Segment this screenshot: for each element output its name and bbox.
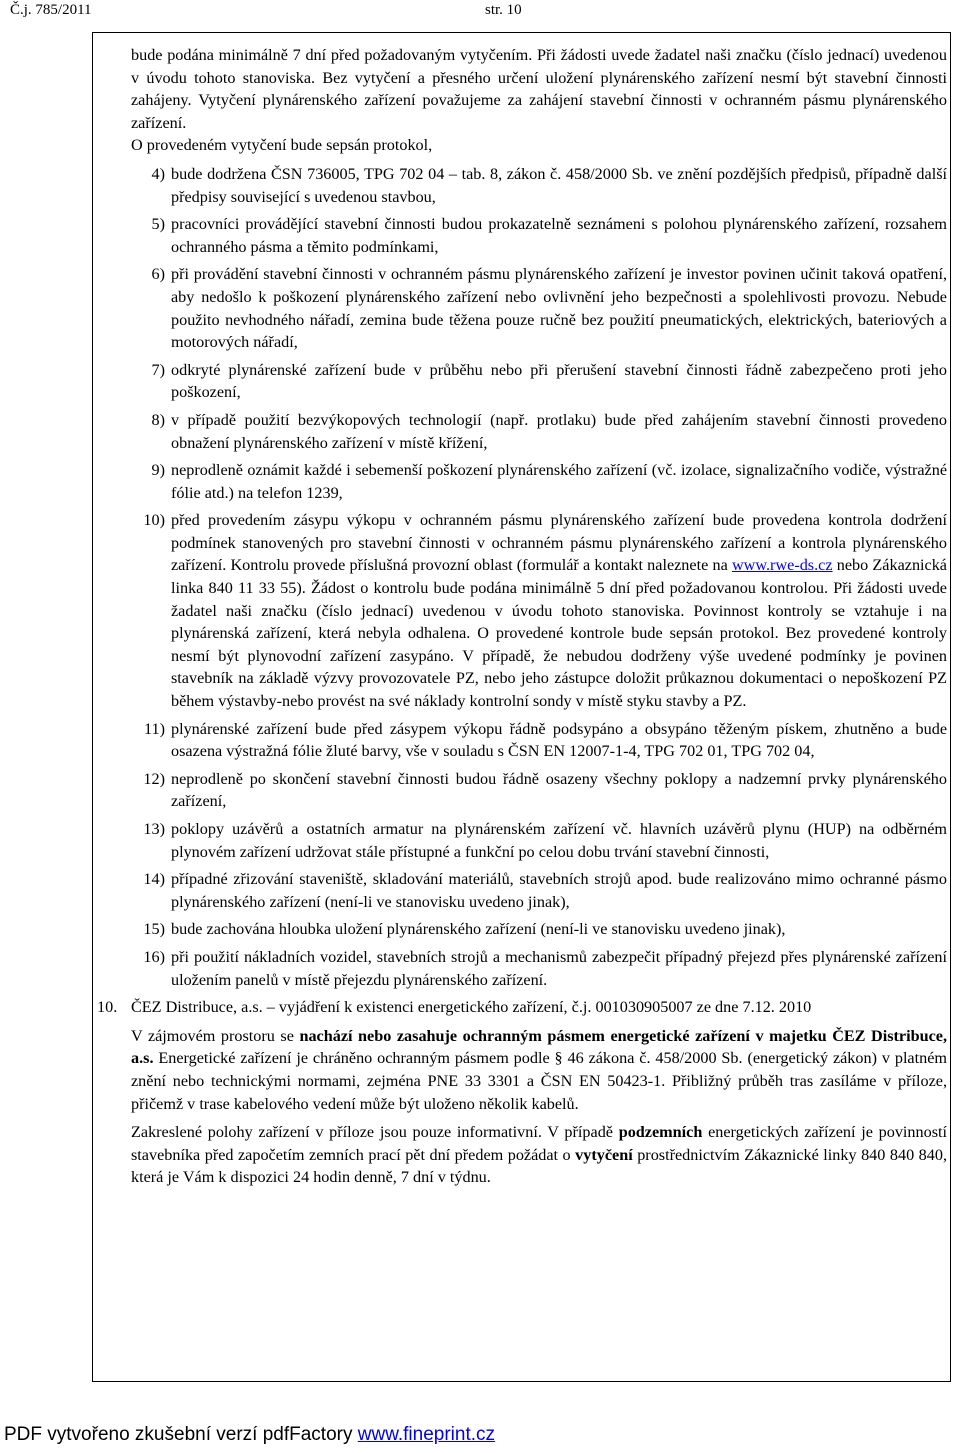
document-body xyxy=(97,44,947,1189)
intro-protocol-line: O provedeném vytyčení bude sepsán protokol, xyxy=(131,136,433,155)
list-item: 9) neprodleně oznámit každé i sebemenší poškození plynárenského zařízení (vč. izolace, signalizačního vodiče, výstražné fólie atd.) na telefon 1239, xyxy=(151,461,947,502)
page-number: str. 10 xyxy=(485,2,522,18)
list-item: 10) před provedením zásypu výkopu v ochranném pásmu plynárenského zařízení bude provedena kontrola dodržení podmínek stanovených pro stavební činnosti v ochranném pásmu plynárenského zařízení a kontrola plynárenského zařízení. Kontrolu provede příslušná provozní oblast (formulář a kontakt naleznete na www.rwe-ds.cz nebo Zákaznická linka 840 11 33 55). Žádost o kontrolu bude podána minimálně 5 dní před požadovanou kontrolou. Při žádosti uvede žadatel naši značku (číslo jednací) uvedenou v úvodu tohoto stanoviska. Povinnost kontroly se vztahuje i na plynárenská zařízení, která nebyla odhalena. O provedené kontrole bude sepsán protokol. Bez provedené kontroly nesmí být plynovodní zařízení zasypáno. V případě, že nebudou dodrženy výše uvedené podmínky je povinen stavebník na základě výzvy provozovatele PZ, nebo jeho zástupce doložit průkaznou dokumentaci o nepoškození PZ během výstavby-nebo provést na své náklady kontrolní sondy v místě styku stavby a PZ. xyxy=(143,511,947,711)
list-item: 16) při použití nákladních vozidel, stavebních strojů a mechanismů zabezpečit případný přejezd přes plynárenské zařízení uložením panelů v místě přejezdu plynárenského zařízení. xyxy=(143,947,947,989)
section-number: 10. xyxy=(97,998,118,1017)
intro-paragraph: bude podána minimálně 7 dní před požadovaným vytyčením. Při žádosti uvede žadatel naši značku (číslo jednací) uvedenou v úvodu tohoto stanoviska. Bez vytyčení a přesného určení uložení plynárenského zařízení nesmí být stavební činnosti zahájeny. Vytyčení plynárenského zařízení považujeme za zahájení stavební činnosti v ochranném pásmu plynárenského zařízení. xyxy=(131,46,947,132)
document-reference: Č.j. 785/2011 xyxy=(10,2,92,18)
list-item: 5) pracovníci provádějící stavební činnosti budou prokazatelně seznámeni s polohou plynárenského zařízení, rozsahem ochranného pásma a těmito podmínkami, xyxy=(151,215,947,256)
list-item: 7) odkryté plynárenské zařízení bude v průběhu nebo při přerušení stavební činnosti řádně zabezpečeno proti jeho poškození, xyxy=(151,360,947,402)
conditions-list xyxy=(131,163,947,991)
section-cez xyxy=(97,996,947,1189)
section-title: ČEZ Distribuce, a.s. – vyjádření k existenci energetického zařízení, č.j. 001030905007 ze dne 7.12. 2010 xyxy=(131,998,812,1017)
list-item: 14) případné zřizování staveniště, skladování materiálů, stavebních strojů apod. bude realizováno mimo ochranné pásmo plynárenského zařízení (není-li ve stanovisku uvedeno jinak), xyxy=(143,870,947,911)
pdf-footer: PDF vytvořeno zkušební verzí pdfFactory www.fineprint.cz xyxy=(4,1424,496,1445)
list-item: 15) bude zachována hloubka uložení plynárenského zařízení (není-li ve stanovisku uvedeno jinak), xyxy=(143,920,786,939)
cez-paragraph-2: Zakreslené polohy zařízení v příloze jsou pouze informativní. V případě podzemních energetických zařízení je povinností stavebníka před započetím zemních prací pět dní předem požádat o vytyčení prostřednictvím Zákaznické linky 840 840 840, která je Vám k dispozici 24 hodin denně, 7 dní v týdnu. xyxy=(131,1123,947,1187)
cez-paragraph-1: V zájmovém prostoru se nachází nebo zasahuje ochranným pásmem energetické zařízení v majetku ČEZ Distribuce, a.s. Energetické zařízení je chráněno ochranným pásmem podle § 46 zákona č. 458/2000 Sb. (energetický zákon) v platném znění nebo technickými normami, zejména PNE 33 3301 a ČSN EN 50423-1. Přibližný průběh tras zasíláme v příloze, přičemž v trase kabelového vedení může být uloženo několik kabelů. xyxy=(131,1026,947,1113)
rwe-link[interactable]: www.rwe-ds.cz xyxy=(731,556,833,575)
list-item: 12) neprodleně po skončení stavební činnosti budou řádně osazeny všechny poklopy a nadzemní prvky plynárenského zařízení, xyxy=(143,769,947,811)
list-item: 4) bude dodržena ČSN 736005, TPG 702 04 – tab. 8, zákon č. 458/2000 Sb. ve znění pozdějších předpisů, případně další předpisy související s uvedenou stavbou, xyxy=(151,164,947,206)
fineprint-link[interactable]: www.fineprint.cz xyxy=(357,1424,496,1445)
list-item: 11) plynárenské zařízení bude před zásypem výkopu řádně podsypáno a obsypáno těženým pískem, zhutněno a bude osazena výstražná fólie žluté barvy, vše v souladu s ČSN EN 12007-1-4, TPG 702 01, TPG 702 04, xyxy=(144,719,947,761)
list-item: 8) v případě použití bezvýkopových technologií (např. protlaku) bude před zahájením stavební činnosti provedeno obnažení plynárenského zařízení v místě křížení, xyxy=(151,410,947,452)
list-item: 6) při provádění stavební činnosti v ochranném pásmu plynárenského zařízení je investor povinen učinit taková opatření, aby nedošlo k poškození plynárenského zařízení nebo ovlivnění jeho bezpečnosti a spolehlivosti provozu. Nebude použito nevhodného nářadí, zemina bude těžena pouze ručně bez použití pneumatických, elektrických, bateriových a motorových nářadí, xyxy=(151,265,947,352)
list-item: 13) poklopy uzávěrů a ostatních armatur na plynárenském zařízení vč. hlavních uzávěrů plynu (HUP) na odběrném plynovém zařízení udržovat stále přístupné a funkční po celou dobu trvání stavební činnosti, xyxy=(143,820,947,861)
